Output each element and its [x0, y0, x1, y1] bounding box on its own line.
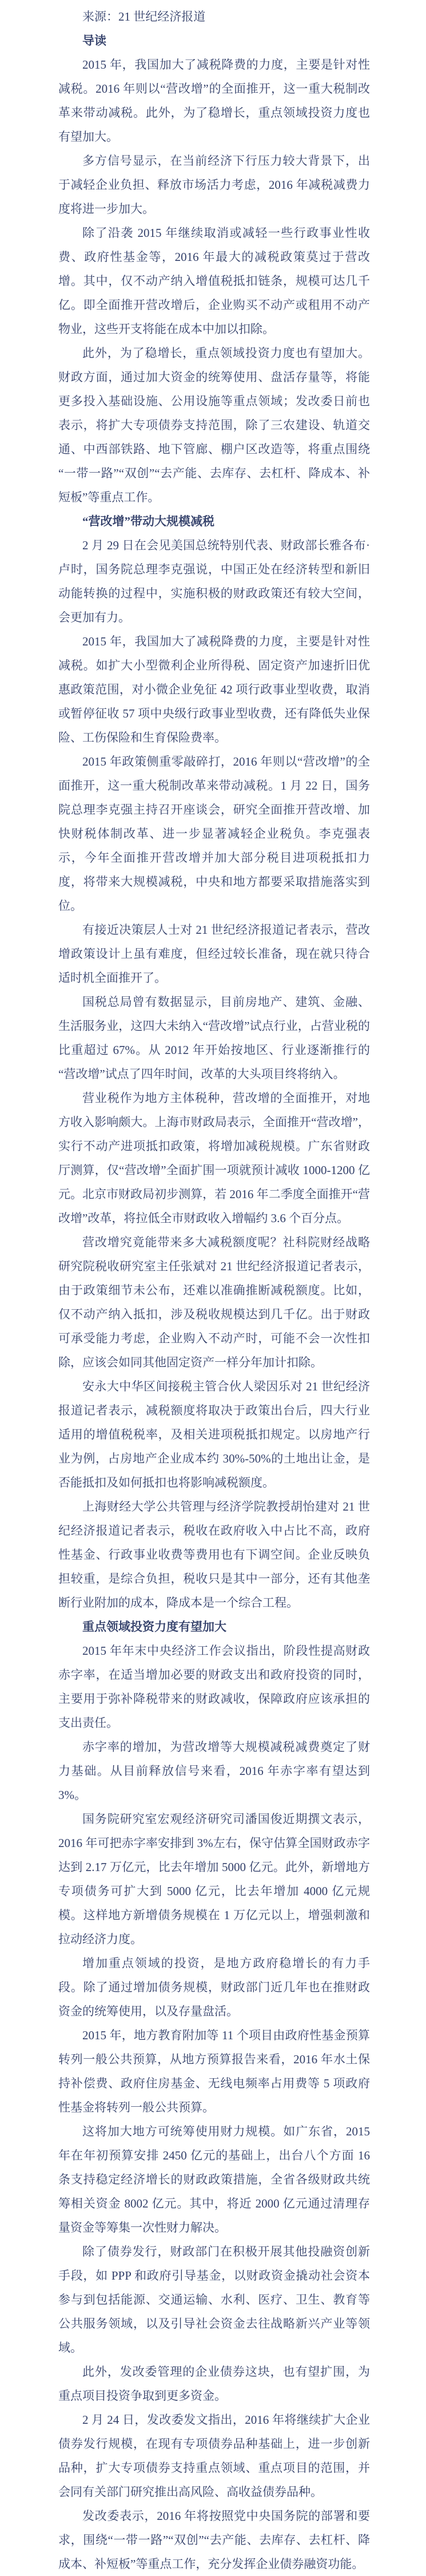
article-paragraph: 此外，发改委管理的企业债券这块，也有望扩围，为重点项目投资争取到更多资金。 — [58, 2365, 370, 2403]
article-paragraph: 这将加大地方可统筹使用财力规模。如广东省，2015 年在年初预算安排 2450 亿元的基础上，出台八个方面 16 条支持稳定经济增长的财政政策措施，全省各级财政共统筹相关资金 8002 亿元。其中，将近 2000 亿元通过清理存量资金等筹集一次性财力解决。 — [58, 2125, 370, 2234]
article-paragraph: 营改增究竟能带来多大减税额度呢？社科院财经战略研究院税收研究室主任张斌对 21 世纪经济报道记者表示，由于政策细节未公布，还难以准确推断减税额度。比如，仅不动产纳入抵扣，涉及税收规模达到几千亿。出于财政可承受能力考虑，企业购入不动产时，可能不会一次性扣除，应该会如同其他固定资产一样分年加计扣除。 — [58, 1235, 370, 1369]
article-paragraph: 有接近决策层人士对 21 世纪经济报道记者表示，营改增政策设计上虽有难度，但经过较长准备，现在就只待合适时机全面推开了。 — [58, 923, 370, 985]
section-heading: “营改增”带动大规模减税 — [82, 514, 214, 528]
article-paragraph: 上海财经大学公共管理与经济学院教授胡怡建对 21 世纪经济报道记者表示，税收在政府收入中占比不高，政府性基金、行政事业收费等费用也有下调空间。企业反映负担较重，是综合负担，税收只是其中一部分，还有其他垄断行业附加的成本，降成本是一个综合工程。 — [58, 1500, 370, 1610]
source-line: 来源：21 世纪经济报道 — [82, 10, 206, 23]
article-paragraph: 2015 年年末中央经济工作会议指出，阶段性提高财政赤字率，在适当增加必要的财政支出和政府投资的同时，主要用于弥补降税带来的财政减收，保障政府应该承担的支出责任。 — [58, 1644, 370, 1730]
section-heading: 导读 — [82, 34, 106, 47]
article-paragraph: 2015 年，地方教育附加等 11 个项目由政府性基金预算转列一般公共预算，从地方预算报告来看，2016 年水土保持补偿费、政府住房基金、无线电频率占用费等 5 项政府性基金将转列一般公共预算。 — [58, 2028, 370, 2114]
article-paragraph: 2 月 24 日，发改委发文指出，2016 年将继续扩大企业债券发行规模，在现有专项债券品种基础上，进一步创新品种，扩大专项债券支持重点领域、重点项目的范围，并会同有关部门研究推出高风险、高收益债券品种。 — [58, 2413, 370, 2499]
article-paragraph: 营业税作为地方主体税种，营改增的全面推开，对地方收入影响颇大。上海市财政局表示，全面推开“营改增”，实行不动产进项抵扣政策，将增加减税规模。广东省财政厅测算，仅“营改增”全面扩围一项就预计减收 1000-1200 亿元。北京市财政局初步测算，若 2016 年二季度全面推开“营改增”改革，将拉低全市财政收入增幅约 3.6 个百分点。 — [58, 1091, 370, 1225]
article-paragraph: 国税总局曾有数据显示，目前房地产、建筑、金融、生活服务业，这四大未纳入“营改增”试点行业，占营业税的比重超过 67%。从 2012 年开始按地区、行业逐渐推行的“营改增”试点了四年时间，改革的大头项目终将纳入。 — [58, 995, 370, 1081]
article-paragraph: 安永大中华区间接税主管合伙人梁因乐对 21 世纪经济报道记者表示，减税额度将取决于政策出台后，四大行业适用的增值税税率，及相关进项税抵扣规定。以房地产行业为例，占房地产企业成本约 30%-50%的土地出让金，是否能抵扣及如何抵扣也将影响减税额度。 — [58, 1380, 370, 1489]
article-paragraph: 多方信号显示，在当前经济下行压力较大背景下，出于减轻企业负担、释放市场活力考虑，2016 年减税减费力度将进一步加大。 — [58, 154, 370, 216]
article-paragraph: 国务院研究室宏观经济研究司潘国俊近期撰文表示，2016 年可把赤字率安排到 3%左右，保守估算全国财政赤字达到 2.17 万亿元，比去年增加 5000 亿元。此外，新增地方专项债务可扩大到 5000 亿元，比去年增加 4000 亿元规模。这样地方新增债务规模在 1 万亿元以上，增强刺激和拉动经济力度。 — [58, 1812, 370, 1946]
article-body — [58, 5, 370, 2576]
article-paragraph: 2015 年，我国加大了减税降费的力度，主要是针对性减税。2016 年则以“营改增”的全面推开，这一重大税制改革来带动减税。此外，为了稳增长，重点领域投资力度也有望加大。 — [58, 58, 370, 144]
article-paragraph: 增加重点领域的投资，是地方政府稳增长的有力手段。除了通过增加债务规模，财政部门近几年也在推财政资金的统筹使用，以及存量盘活。 — [58, 1956, 370, 2018]
article-paragraph: 除了债券发行，财政部门在积极开展其他投融资创新手段，如 PPP 和政府引导基金，以财政资金撬动社会资本参与到包括能源、交通运输、水利、医疗、卫生、教育等公共服务领域，以及引导社会资金去往战略新兴产业等领域。 — [58, 2245, 370, 2355]
article-paragraph: 赤字率的增加，为营改增等大规模减税减费奠定了财力基础。从目前释放信号来看，2016 年赤字率有望达到 3%。 — [58, 1740, 370, 1802]
article-paragraph: 2 月 29 日在会见美国总统特别代表、财政部长雅各布·卢时，国务院总理李克强说，中国正处在经济转型和新旧动能转换的过程中，实施积极的财政政策还有较大空间，会更加有力。 — [58, 538, 370, 624]
article-paragraph: 除了沿袭 2015 年继续取消或减轻一些行政事业性收费、政府性基金等，2016 年最大的减税政策莫过于营改增。其中，仅不动产纳入增值税抵扣链条，规模可达几千亿。即全面推开营改增后，企业购买不动产或租用不动产物业，这些开支将能在成本中加以扣除。 — [58, 226, 370, 336]
article-paragraph: 2015 年，我国加大了减税降费的力度，主要是针对性减税。如扩大小型微利企业所得税、固定资产加速折旧优惠政策范围，对小微企业免征 42 项行政事业型收费，取消或暂停征收 57 项中央级行政事业型收费，还有降低失业保险、工伤保险和生育保险费率。 — [58, 635, 370, 744]
article-paragraph: 2015 年政策侧重零敲碎打，2016 年则以“营改增”的全面推开，这一重大税制改革来带动减税。1 月 22 日，国务院总理李克强主持召开座谈会，研究全面推开营改增、加快财税体制改革、进一步显著减轻企业税负。李克强表示，今年全面推开营改增并加大部分税目进项税抵扣力度，将带来大规模减税，中央和地方都要采取措施落实到位。 — [58, 755, 370, 913]
article-paragraph: 此外，为了稳增长，重点领域投资力度也有望加大。财政方面，通过加大资金的统筹使用、盘活存量等，将能更多投入基础设施、公用设施等重点领域；发改委日前也表示，将扩大专项债券支持范围，除了三农建设、轨道交通、中西部铁路、地下管廊、棚户区改造等，将重点围绕“一带一路”“双创”“去产能、去库存、去杠杆、降成本、补短板”等重点工作。 — [58, 346, 370, 504]
article-paragraph: 发改委表示，2016 年将按照党中央国务院的部署和要求，围绕“一带一路”“双创”“去产能、去库存、去杠杆、降成本、补短板”等重点工作，充分发挥企业债券融资功能。 — [58, 2509, 370, 2571]
section-heading: 重点领域投资力度有望加大 — [82, 1620, 226, 1634]
